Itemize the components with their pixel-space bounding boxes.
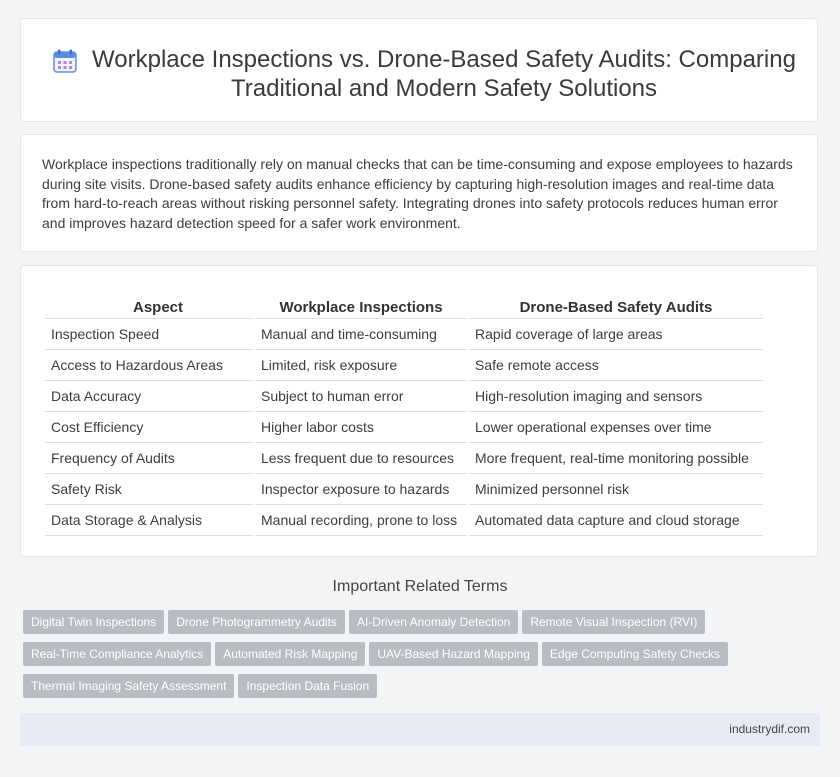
tag-link[interactable]: AI-Driven Anomaly Detection bbox=[349, 610, 518, 634]
cell-aspect: Safety Risk bbox=[45, 473, 253, 504]
page-title: Workplace Inspections vs. Drone-Based Safety Audits: Comparing Traditional and Modern Safety Solutions bbox=[92, 46, 796, 102]
cell-aspect: Data Storage & Analysis bbox=[45, 504, 253, 536]
cell-drone: More frequent, real-time monitoring possible bbox=[469, 442, 763, 473]
related-terms-tags bbox=[23, 610, 743, 706]
related-terms-title: Important Related Terms bbox=[332, 578, 508, 595]
tag-link[interactable]: Real-Time Compliance Analytics bbox=[23, 642, 211, 666]
cell-aspect: Frequency of Audits bbox=[45, 442, 253, 473]
cell-drone: High-resolution imaging and sensors bbox=[469, 380, 763, 411]
table-row bbox=[45, 411, 763, 442]
cell-workplace: Manual recording, prone to loss bbox=[255, 504, 467, 536]
tag-link[interactable]: Digital Twin Inspections bbox=[23, 610, 164, 634]
cell-workplace: Limited, risk exposure bbox=[255, 349, 467, 380]
footer-bar bbox=[20, 713, 820, 746]
header-workplace-inspections: Workplace Inspections bbox=[279, 298, 443, 316]
header-card bbox=[20, 18, 818, 122]
tag-link[interactable]: Inspection Data Fusion bbox=[238, 674, 377, 698]
intro-card bbox=[20, 134, 818, 252]
tag-link[interactable]: Edge Computing Safety Checks bbox=[542, 642, 728, 666]
header-drone-audits: Drone-Based Safety Audits bbox=[519, 298, 713, 316]
cell-aspect: Data Accuracy bbox=[45, 380, 253, 411]
tag-link[interactable]: Drone Photogrammetry Audits bbox=[168, 610, 345, 634]
cell-workplace: Inspector exposure to hazards bbox=[255, 473, 467, 504]
cell-workplace: Subject to human error bbox=[255, 380, 467, 411]
header-aspect: Aspect bbox=[132, 298, 184, 316]
cell-aspect: Inspection Speed bbox=[45, 318, 253, 349]
cell-drone: Lower operational expenses over time bbox=[469, 411, 763, 442]
cell-workplace: Higher labor costs bbox=[255, 411, 467, 442]
tag-link[interactable]: Automated Risk Mapping bbox=[215, 642, 365, 666]
cell-workplace: Less frequent due to resources bbox=[255, 442, 467, 473]
tag-link[interactable]: Remote Visual Inspection (RVI) bbox=[522, 610, 705, 634]
table-row bbox=[45, 473, 763, 504]
table-row bbox=[45, 349, 763, 380]
cell-drone: Minimized personnel risk bbox=[469, 473, 763, 504]
cell-aspect: Cost Efficiency bbox=[45, 411, 253, 442]
cell-drone: Automated data capture and cloud storage bbox=[469, 504, 763, 536]
cell-aspect: Access to Hazardous Areas bbox=[45, 349, 253, 380]
calendar-icon bbox=[52, 48, 78, 74]
cell-drone: Safe remote access bbox=[469, 349, 763, 380]
table-row bbox=[45, 442, 763, 473]
table-row bbox=[45, 504, 763, 536]
cell-drone: Rapid coverage of large areas bbox=[469, 318, 763, 349]
tag-link[interactable]: UAV-Based Hazard Mapping bbox=[369, 642, 538, 666]
table-header-row bbox=[45, 296, 763, 318]
comparison-card bbox=[20, 265, 818, 557]
tag-link[interactable]: Thermal Imaging Safety Assessment bbox=[23, 674, 234, 698]
footer-site-link[interactable]: industrydif.com bbox=[729, 722, 810, 736]
intro-paragraph: Workplace inspections traditionally rely on manual checks that can be time-consuming and expose employees to hazards during site visits. Drone-based safety audits enhance efficiency by capturing high-resolution images and real-time data from hard-to-reach areas without risking personnel safety. Integrating drones into safety protocols reduces human error and improves hazard detection speed for a safer work environment. bbox=[42, 156, 793, 231]
cell-workplace: Manual and time-consuming bbox=[255, 318, 467, 349]
comparison-table bbox=[43, 296, 765, 536]
table-row bbox=[45, 318, 763, 349]
table-row bbox=[45, 380, 763, 411]
